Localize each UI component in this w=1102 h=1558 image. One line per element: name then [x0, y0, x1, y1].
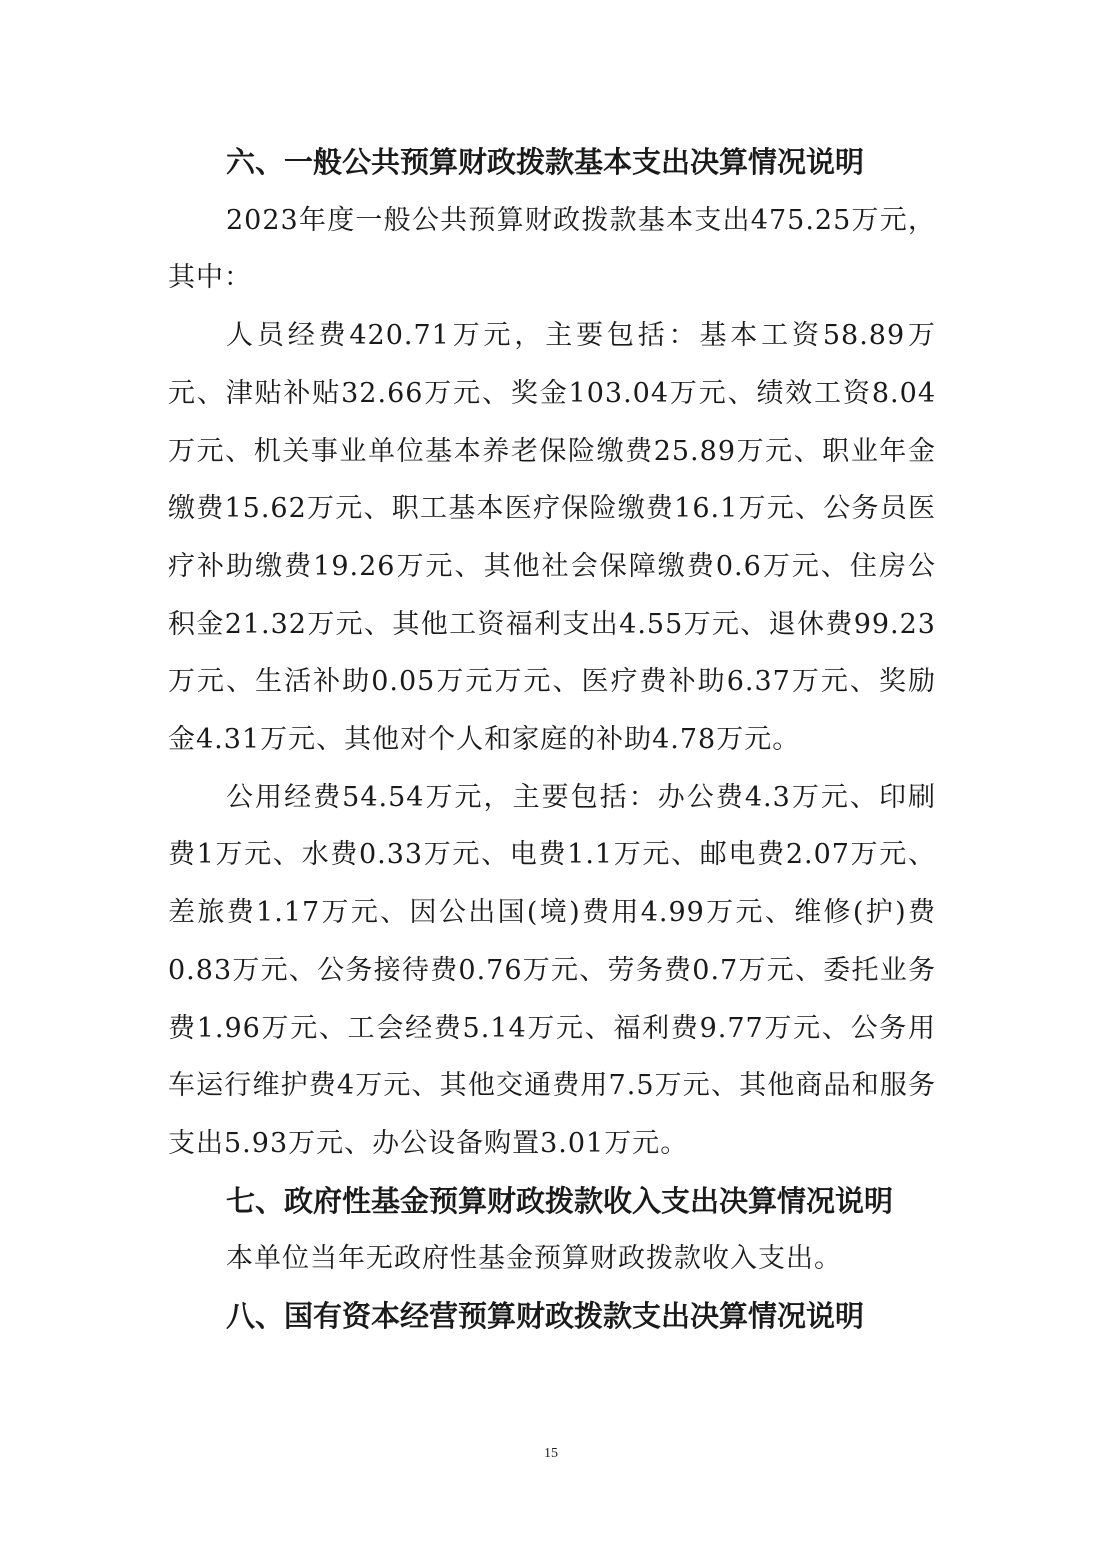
personnel-expenses-paragraph: 人员经费420.71万元，主要包括：基本工资58.89万元、津贴补贴32.66万元、奖金103.04万元、绩效工资8.04万元、机关事业单位基本养老保险缴费25.89万元、职业年金缴费15.62万元、职工基本医疗保险缴费16.1万元、公务员医疗补助缴费19.26万元、其他社会保障缴费0.6万元、住房公积金21.32万元、其他工资福利支出4.55万元、退休费99.23万元、生活补助0.05万元万元、医疗费补助6.37万元、奖励金4.31万元、其他对个人和家庭的补助4.78万元。	[168, 320, 936, 756]
section-6-heading: 六、一般公共预算财政拨款基本支出决算情况说明	[226, 145, 865, 179]
section-7-heading: 七、政府性基金预算财政拨款收入支出决算情况说明	[226, 1183, 894, 1218]
section-8-heading: 八、国有资本经营预算财政拨款支出决算情况说明	[226, 1299, 865, 1334]
section-6-intro-paragraph: 2023年度一般公共预算财政拨款基本支出475.25万元，其中：	[168, 204, 936, 294]
public-expenses-paragraph: 公用经费54.54万元，主要包括：办公费4.3万元、印刷费1万元、水费0.33万元、电费1.1万元、邮电费2.07万元、差旅费1.17万元、因公出国(境)费用4.99万元、维修(护)费0.83万元、公务接待费0.76万元、劳务费0.7万元、委托业务费1.96万元、工会经费5.14万元、福利费9.77万元、公务用车运行维护费4万元、其他交通费用7.5万元、其他商品和服务支出5.93万元、办公设备购置3.01万元。	[168, 781, 936, 1159]
section-7-paragraph: 本单位当年无政府性基金预算财政拨款收入支出。	[226, 1243, 842, 1275]
page-content	[168, 134, 936, 1346]
page-number: 15	[544, 1446, 558, 1461]
